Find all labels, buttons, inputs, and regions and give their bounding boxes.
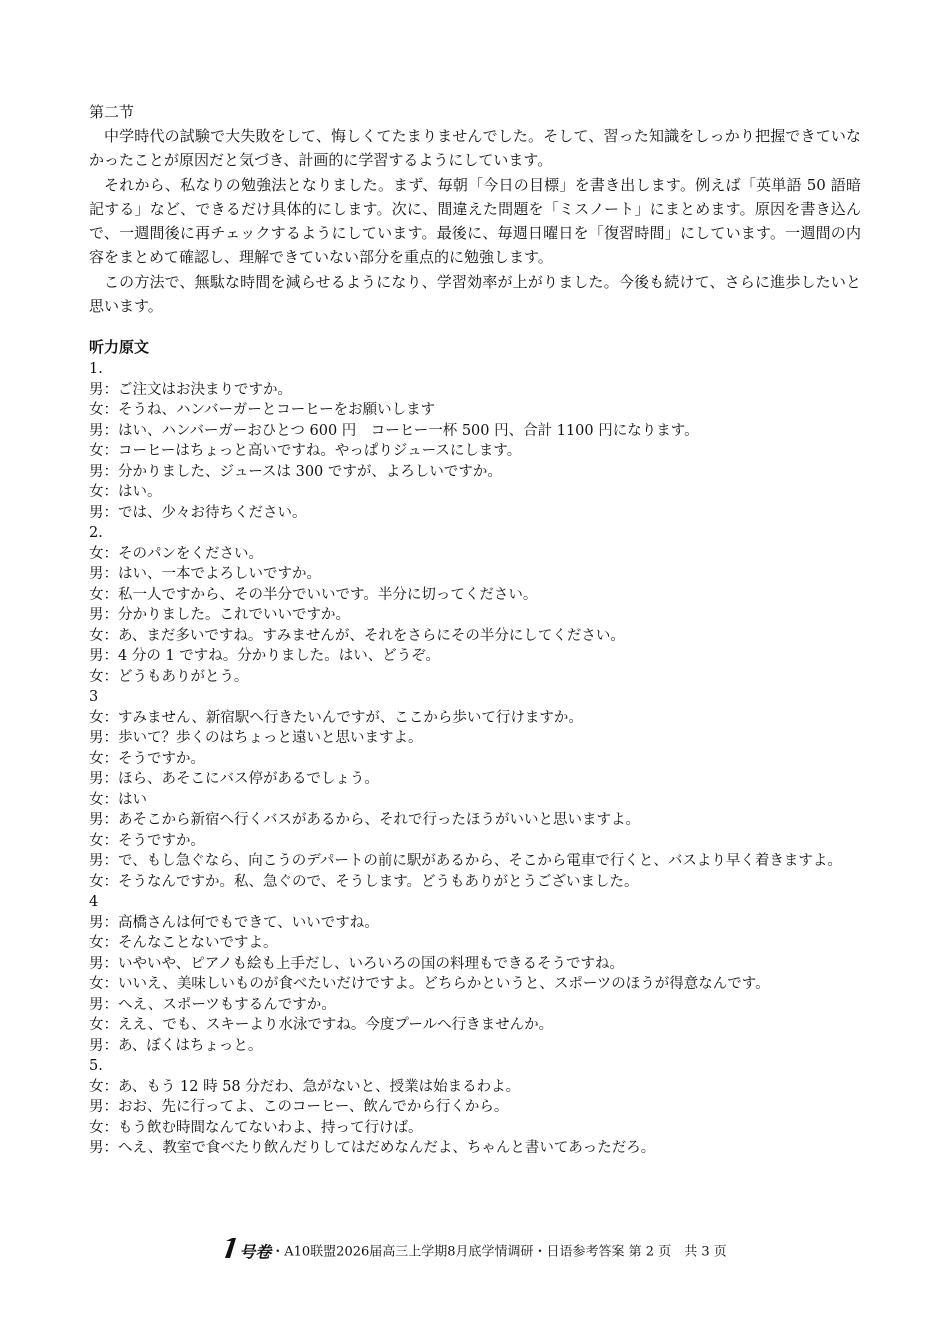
speaker-label: 女： bbox=[89, 545, 118, 562]
dialogue-text: どうもありがとう。 bbox=[118, 668, 249, 685]
dialogue-text: おお、先に行ってよ、このコーヒー、飲んでから行くから。 bbox=[118, 1099, 509, 1116]
dialogue-line bbox=[89, 810, 861, 831]
dialogue-line bbox=[89, 1097, 861, 1118]
dialogue-line bbox=[89, 380, 861, 401]
dialogue-line bbox=[89, 1118, 861, 1139]
dialogue-line bbox=[89, 831, 861, 852]
dialogue-line bbox=[89, 913, 861, 934]
dialogue-line bbox=[89, 667, 861, 688]
dialogue-text: いいえ、美味しいものが食べたいだけですよ。どちらかというと、スポーツのほうが得意なんです。 bbox=[118, 976, 770, 993]
dialogue-line bbox=[89, 564, 861, 585]
dialogue-line bbox=[89, 749, 861, 770]
dialogue-text: いやいや、ピアノも絵も上手だし、いろいろの国の料理もできるそうですね。 bbox=[118, 955, 625, 972]
dialogue-text: では、少々お待ちください。 bbox=[118, 504, 307, 521]
dialogue-text: はい。 bbox=[118, 484, 162, 501]
speaker-label: 女： bbox=[89, 443, 118, 460]
essay-paragraph: それから、私なりの勉強法となりました。まず、毎朝「今日の目標」を書き出します。例えば「英単語 50 語暗記する」など、できるだけ具体的にします。次に、間違えた問題を「ミスノート」にまとめます。原因を書き込んで、一週間後に再チェックするようにしています。最後に、毎週日曜日を「復習時間」にしています。一週間の内容をまとめて確認し、理解できていない部分を重点的に勉強します。 bbox=[89, 175, 861, 267]
dialogue-text: そのパンをください。 bbox=[118, 545, 263, 562]
dialogue-line bbox=[89, 790, 861, 811]
speaker-label: 男： bbox=[89, 771, 118, 788]
dialogue-text: 分かりました、ジュースは 300 ですが、よろしいですか。 bbox=[118, 463, 502, 480]
dialogue-line bbox=[89, 646, 861, 667]
dialogue-number: 3 bbox=[89, 689, 99, 706]
dialogue-text: あ、まだ多いですね。すみませんが、それをさらにその半分にしてください。 bbox=[118, 627, 625, 644]
speaker-label: 男： bbox=[89, 607, 118, 624]
dialogue-text: 4 分の 1 ですね。分かりました。はい、どうぞ。 bbox=[118, 648, 440, 665]
dialogue-line bbox=[89, 1036, 861, 1057]
dialogue-line bbox=[89, 482, 861, 503]
dialogue-text: ご注文はお決まりですか。 bbox=[118, 381, 292, 398]
dialogue-text: あ、ぼくはちょっと。 bbox=[118, 1037, 263, 1054]
speaker-label: 男： bbox=[89, 422, 118, 439]
dialogue-text: へえ、スポーツもするんですか。 bbox=[118, 996, 336, 1013]
speaker-label: 女： bbox=[89, 976, 118, 993]
dialogue-number: 4 bbox=[89, 894, 99, 911]
dialogue-text: 分かりました。これでいいですか。 bbox=[118, 607, 350, 624]
dialogue-text: そうですか。 bbox=[118, 750, 205, 767]
dialogue-number: 1. bbox=[89, 361, 103, 378]
speaker-label: 男： bbox=[89, 504, 118, 521]
dialogue-text: ほら、あそこにバス停があるでしょう。 bbox=[118, 771, 379, 788]
speaker-label: 女： bbox=[89, 402, 118, 419]
brand-logo-text: 号卷 bbox=[239, 1242, 272, 1262]
dialogue-line bbox=[89, 605, 861, 626]
dialogue-line bbox=[89, 851, 861, 872]
document-body bbox=[89, 100, 861, 1159]
speaker-label: 女： bbox=[89, 627, 118, 644]
dialogue-text: はい bbox=[118, 791, 147, 808]
speaker-label: 女： bbox=[89, 586, 118, 603]
essay-paragraph: この方法で、無駄な時間を減らせるようになり、学習効率が上がりました。今後も続けて、さらに進歩したいと思います。 bbox=[89, 272, 861, 316]
dialogue-text: 歩いて？歩くのはちょっと遠いと思いますよ。 bbox=[118, 730, 423, 747]
speaker-label: 女： bbox=[89, 750, 118, 767]
speaker-label: 女： bbox=[89, 873, 118, 890]
dialogue-line bbox=[89, 441, 861, 462]
speaker-label: 男： bbox=[89, 955, 118, 972]
dialogue-number: 5. bbox=[89, 1058, 103, 1075]
speaker-label: 女： bbox=[89, 1017, 118, 1034]
dialogue-number: 2. bbox=[89, 525, 103, 542]
speaker-label: 男： bbox=[89, 812, 118, 829]
speaker-label: 女： bbox=[89, 935, 118, 952]
section-title: 第二节 bbox=[89, 103, 135, 121]
dialogue-line bbox=[89, 544, 861, 565]
dialogue-text: そうね、ハンバーガーとコーヒーをお願いします bbox=[118, 402, 436, 419]
dialogue-text: 私一人ですから、その半分でいいです。半分に切ってください。 bbox=[118, 586, 538, 603]
dialogue-text: 高橋さんは何でもできて、いいですね。 bbox=[118, 914, 379, 931]
page-footer bbox=[0, 1237, 950, 1268]
listening-heading: 听力原文 bbox=[89, 338, 150, 357]
speaker-label: 男： bbox=[89, 730, 118, 747]
footer-text: ・A10联盟2026届高三上学期8月底学情调研・日语参考答案 第 2 页 共 3 页 bbox=[271, 1244, 727, 1260]
dialogue-line bbox=[89, 503, 861, 524]
dialogue-line bbox=[89, 872, 861, 893]
speaker-label: 女： bbox=[89, 791, 118, 808]
dialogue-line bbox=[89, 708, 861, 729]
speaker-label: 男： bbox=[89, 648, 118, 665]
speaker-label: 男： bbox=[89, 1037, 118, 1054]
speaker-label: 女： bbox=[89, 1078, 118, 1095]
speaker-label: 男： bbox=[89, 566, 118, 583]
dialogue-text: そんなことないですよ。 bbox=[118, 935, 278, 952]
dialogue-text: で、もし急ぐなら、向こうのデパートの前に駅があるから、そこから電車で行くと、バスより早く着きますよ。 bbox=[118, 853, 842, 870]
dialogue-text: すみません、新宿駅へ行きたいんですが、ここから歩いて行けますか。 bbox=[118, 709, 583, 726]
speaker-label: 女： bbox=[89, 709, 118, 726]
dialogue-text: あ、もう 12 時 58 分だわ、急がないと、授業は始まるわよ。 bbox=[118, 1078, 521, 1095]
speaker-label: 女： bbox=[89, 484, 118, 501]
dialogue-line bbox=[89, 933, 861, 954]
speaker-label: 女： bbox=[89, 668, 118, 685]
dialogue-text: はい、ハンバーガーおひとつ 600 円 コーヒー一杯 500 円、合計 1100 円になります。 bbox=[118, 422, 699, 439]
dialogue-text: そうですか。 bbox=[118, 832, 205, 849]
speaker-label: 男： bbox=[89, 463, 118, 480]
dialogue-line bbox=[89, 769, 861, 790]
dialogue-line bbox=[89, 954, 861, 975]
dialogue-text: もう飲む時間なんてないわよ、持って行けば。 bbox=[118, 1119, 423, 1136]
dialogue-line bbox=[89, 421, 861, 442]
speaker-label: 女： bbox=[89, 832, 118, 849]
speaker-label: 男： bbox=[89, 1099, 118, 1116]
dialogue-text: ええ、でも、スキーより水泳ですね。今度プールへ行きませんか。 bbox=[118, 1017, 554, 1034]
speaker-label: 男： bbox=[89, 1140, 118, 1157]
dialogue-line bbox=[89, 728, 861, 749]
dialogue-text: コーヒーはちょっと高いですね。やっぱりジュースにします。 bbox=[118, 443, 522, 460]
dialogue-text: はい、一本でよろしいですか。 bbox=[118, 566, 321, 583]
dialogue-line bbox=[89, 1138, 861, 1159]
dialogue-text: あそこから新宿へ行くバスがあるから、それで行ったほうがいいと思いますよ。 bbox=[118, 812, 640, 829]
dialogue-line bbox=[89, 585, 861, 606]
dialogue-line bbox=[89, 400, 861, 421]
dialogue-line bbox=[89, 626, 861, 647]
speaker-label: 男： bbox=[89, 381, 118, 398]
dialogue-text: へえ、教室で食べたり飲んだりしてはだめなんだよ、ちゃんと書いてあっただろ。 bbox=[118, 1140, 656, 1157]
dialogue-line bbox=[89, 974, 861, 995]
dialogue-list bbox=[89, 359, 861, 1159]
dialogue-line bbox=[89, 995, 861, 1016]
brand-logo-icon bbox=[223, 1237, 237, 1268]
speaker-label: 女： bbox=[89, 1119, 118, 1136]
speaker-label: 男： bbox=[89, 996, 118, 1013]
dialogue-line bbox=[89, 1015, 861, 1036]
speaker-label: 男： bbox=[89, 914, 118, 931]
dialogue-text: そうなんですか。私、急ぐので、そうします。どうもありがとうございました。 bbox=[118, 873, 639, 890]
dialogue-line bbox=[89, 1077, 861, 1098]
speaker-label: 男： bbox=[89, 853, 118, 870]
essay-paragraph: 中学時代の試験で大失敗をして、悔しくてたまりませんでした。そして、習った知識をしっかり把握できていなかったことが原因だと気づき、計画的に学習するようにしています。 bbox=[89, 127, 861, 170]
dialogue-line bbox=[89, 462, 861, 483]
